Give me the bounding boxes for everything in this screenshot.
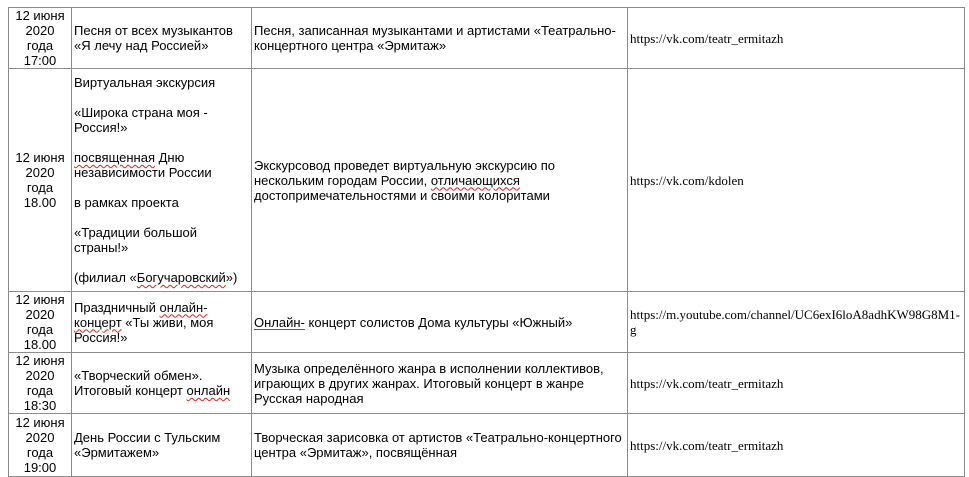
title-line: «Я лечу над Россией»	[74, 38, 209, 53]
description-line: достопримечательностями и своими колоритами	[254, 187, 550, 203]
title-line	[74, 300, 249, 315]
description-line: Русская народная	[254, 390, 364, 406]
link-cell	[628, 414, 965, 477]
link-cell	[628, 292, 965, 353]
description-cell	[252, 69, 628, 292]
description-line: концертного центра «Эрмитаж»	[254, 38, 447, 53]
description-cell	[252, 8, 628, 69]
year-line: 2020 года	[25, 307, 55, 337]
title-fragment: Дню	[154, 150, 185, 165]
description-cell	[252, 292, 628, 353]
link-cell	[628, 8, 965, 69]
description-line	[254, 173, 625, 188]
date-line: 12 июня	[15, 292, 65, 307]
event-link[interactable]: https://m.youtube.com/channel/UC6exI6loA8adhKW98G8M1-g	[630, 307, 961, 337]
date-cell	[9, 292, 72, 353]
table-row	[9, 414, 965, 477]
title-fragment: »)	[225, 270, 238, 285]
title-line: «Широка страна моя -	[74, 105, 208, 120]
title-line: в рамках проекта	[74, 195, 179, 210]
date-line: 12 июня	[15, 415, 65, 430]
time-line: 18.00	[23, 337, 57, 352]
date-line: 12 июня	[15, 150, 65, 165]
description-fragment: концерт солистов Дома культуры «Южный»	[304, 314, 573, 330]
title-line	[74, 270, 249, 285]
title-fragment: Итоговый концерт	[74, 383, 187, 398]
spellcheck-word: концерт	[74, 314, 122, 330]
title-line: независимости России	[74, 165, 212, 180]
description-cell	[252, 353, 628, 414]
title-line: День России с Тульским	[74, 430, 221, 445]
title-fragment: Праздничный	[74, 299, 160, 315]
table-row	[9, 69, 965, 292]
title-cell	[72, 353, 252, 414]
event-link[interactable]: https://vk.com/teatr_ermitazh	[630, 30, 784, 46]
description-fragment: нескольким городам России,	[254, 172, 431, 188]
title-line	[74, 315, 249, 330]
year-line: 2020 года	[25, 165, 55, 195]
year-line: 2020 года	[25, 430, 55, 460]
time-line: 18.00	[23, 195, 57, 210]
title-fragment: «Ты живи, моя	[121, 314, 214, 330]
title-line	[74, 383, 249, 398]
title-cell	[72, 69, 252, 292]
title-line: «Творческий обмен».	[74, 368, 203, 383]
title-cell	[72, 414, 252, 477]
spellcheck-word: онлайн	[186, 383, 231, 398]
date-line: 12 июня	[15, 8, 65, 23]
spellcheck-word: посвященная	[74, 150, 155, 165]
table-row	[9, 8, 965, 69]
date-cell	[9, 8, 72, 69]
title-fragment: (филиал «	[74, 270, 137, 285]
table-row	[9, 292, 965, 353]
description-cell	[252, 414, 628, 477]
description-line: центра «Эрмитаж», посвящённая	[254, 445, 458, 460]
title-cell	[72, 8, 252, 69]
spellcheck-word: отличающихся	[430, 172, 520, 188]
events-table	[8, 7, 965, 477]
title-line: Виртуальная экскурсия	[74, 75, 216, 90]
spellcheck-word: Богучаровский	[136, 270, 226, 285]
link-cell	[628, 353, 965, 414]
description-line: Творческая зарисовка от артистов «Театрально-концертного	[254, 430, 622, 445]
year-line: 2020 года	[25, 23, 55, 53]
title-line: «Традиции большой	[74, 225, 197, 240]
title-line: Россия!»	[74, 329, 128, 345]
description-line: Песня, записанная музыкантами и артистами «Театрально-	[254, 23, 616, 38]
title-line: Песня от всех музыкантов	[74, 23, 233, 38]
year-line: 2020 года	[25, 368, 55, 398]
spellcheck-word: Онлайн-	[254, 314, 305, 330]
title-cell	[72, 292, 252, 353]
date-cell	[9, 69, 72, 292]
description-line: Музыка определённого жанра в исполнении коллективов,	[254, 360, 604, 376]
description-line: Экскурсовод проведет виртуальную экскурсию по	[254, 157, 555, 173]
description-line	[254, 315, 625, 330]
date-line: 12 июня	[15, 353, 65, 368]
time-line: 17:00	[23, 53, 57, 68]
event-link[interactable]: https://vk.com/kdolen	[630, 172, 744, 188]
table-row	[9, 353, 965, 414]
time-line: 19:00	[23, 460, 57, 475]
link-cell	[628, 69, 965, 292]
title-line	[74, 150, 249, 165]
time-line: 18:30	[23, 398, 57, 413]
date-cell	[9, 353, 72, 414]
event-link[interactable]: https://vk.com/teatr_ermitazh	[630, 375, 784, 391]
spellcheck-word: онлайн-	[159, 299, 208, 315]
date-cell	[9, 414, 72, 477]
title-line: «Эрмитажем»	[74, 445, 160, 460]
title-line: страны!»	[74, 240, 129, 255]
title-line: Россия!»	[74, 120, 128, 135]
event-link[interactable]: https://vk.com/teatr_ermitazh	[630, 437, 784, 453]
description-line: играющих в других жанрах. Итоговый концерт в жанре	[254, 375, 584, 391]
